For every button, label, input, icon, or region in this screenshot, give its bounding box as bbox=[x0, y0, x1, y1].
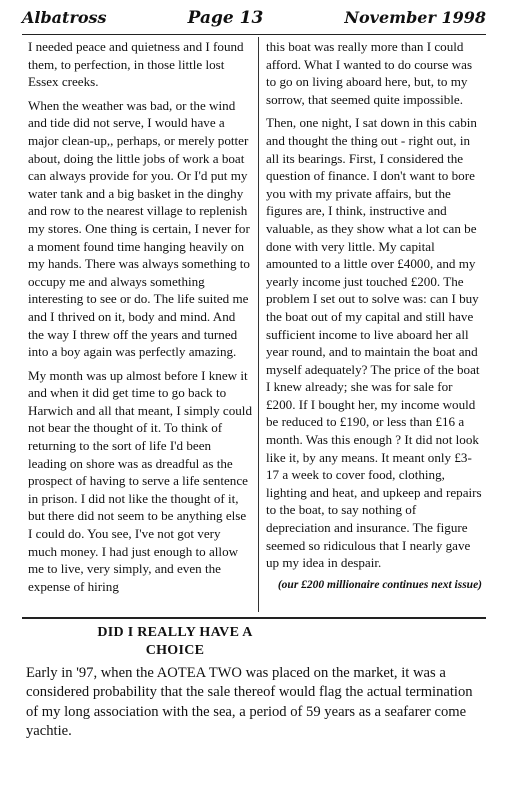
header-divider bbox=[22, 34, 486, 35]
headline-line: CHOICE bbox=[145, 643, 205, 658]
paragraph: I needed peace and quietness and I found them, to perfection, in those little lost Essex creeks. bbox=[28, 39, 244, 90]
article-body: Early in '97, when the AOTEA TWO was placed on the market, it was a considered probability that the sale thereof would flag the actual termination of my long association with the sea, a period of 59 years as a seafarer come yachtie. bbox=[26, 665, 473, 740]
continuation-note: (our £200 millionaire continues next issue) bbox=[277, 578, 482, 591]
paragraph: When the weather was bad, or the wind and tide did not serve, I would have a major clean-up,, perhaps, or merely potter about, doing the little jobs of work a boat can always provide for you. Or I'd put my water tank and a big basket in the dinghy and row to the nearest village to replenish my stores. One thing is certain, I never for a moment found time hanging heavily on my hands. There was always something to occupy me and always something interesting to see or do. The life suited me and I thrived on it, body and mind. And the way I threw off the years and turned into a boy again was perfectly amazing. bbox=[28, 97, 250, 360]
page-header bbox=[22, 8, 486, 32]
headline-line: DID I REALLY HAVE A bbox=[97, 625, 253, 640]
right-column bbox=[266, 38, 482, 593]
issue-date: November 1998 bbox=[344, 8, 486, 27]
left-column bbox=[28, 38, 252, 601]
section-divider bbox=[22, 617, 486, 619]
publication-title: Albatross bbox=[22, 8, 107, 27]
column-divider bbox=[258, 37, 259, 612]
paragraph: My month was up almost before I knew it and when it did get time to go back to Harwich and all that meant, I simply could not bear the thought of it. To think of returning to the sort of life I'd been leading on shore was as dreadful as the prospect of having to serve a life sentence in prison. I did not like the thought of it, but there did not seem to be anything else I could do. You see, I've not got very much money. I had just enough to allow me to live, very simply, and even the expense of hiring bbox=[28, 367, 252, 594]
paragraph: this boat was really more than I could afford. What I wanted to do course was to go on living aboard here, but, to my sorrow, that seemed quite impossible. bbox=[266, 39, 473, 107]
page-number: Page 13 bbox=[187, 8, 264, 28]
paragraph: Then, one night, I sat down in this cabin and thought the thing out - right out, in all its bearings. First, I considered the question of finance. I don't want to bore you with my private affairs, but the figures are, I think, instructive and valuable, as they show what a lot can be done with very little. My capital amounted to a little over £4000, and my yearly income just touched £200. The problem I set out to solve was: can I buy the boat out of my capital and still have sufficient income to live aboard her all year round, and to maintain the boat and myself adequately? The price of the boat I knew already; she was for sale for £200. If I bought her, my income would be reduced to £190, or less than £16 a month. Was this enough ? It did not look like it, by any means. It meant only £3-17 a week to cover food, clothing, lighting and heat, and upkeep and repairs to the boat, to say nothing of depreciation and insurance. The figure seemed so ridiculous that I nearly gave up my idea in despair. bbox=[266, 115, 482, 571]
article-headline bbox=[60, 624, 290, 660]
